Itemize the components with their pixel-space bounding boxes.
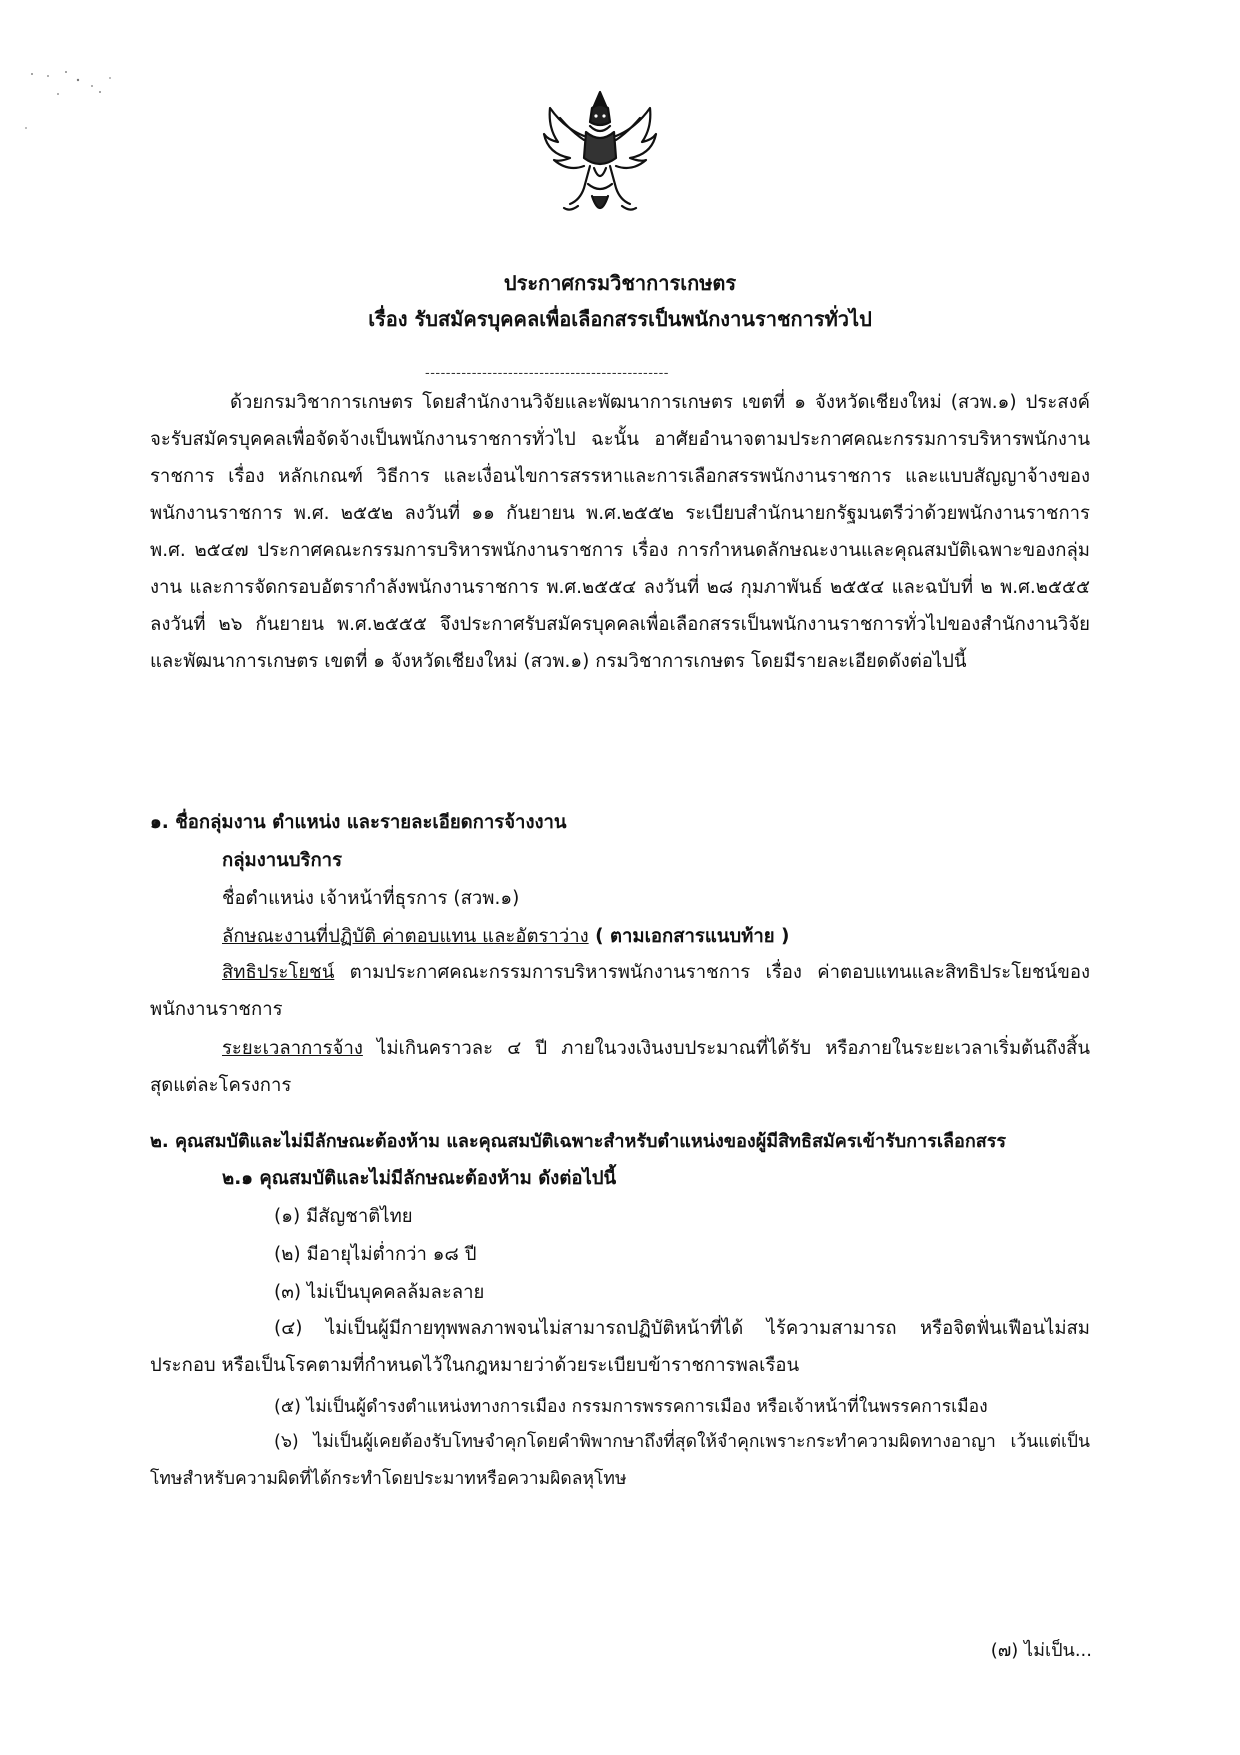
qualification-item: (๓) ไม่เป็นบุคคลล้มละลาย [274,1282,485,1303]
separator-line: ----------------------------------------------- [425,366,669,381]
benefits-label: สิทธิประโยชน์ [222,962,335,983]
benefits-text: ตามประกาศคณะกรรมการบริหารพนักงานราชการ เรื่อง ค่าตอบแทนและสิทธิประโยชน์ของพนักงานราชการ [150,962,1090,1020]
qualification-item: (๑) มีสัญชาติไทย [274,1206,413,1227]
section-1-heading: ๑. ชื่อกลุ่มงาน ตำแหน่ง และรายละเอียดการจ้างงาน [150,812,567,833]
benefits-paragraph [150,954,1090,1028]
section-2-1-heading: ๒.๑ คุณสมบัติและไม่มีลักษณะต้องห้าม ดังต่อไปนี้ [222,1168,617,1189]
duties-note: ( ตามเอกสารแนบท้าย ) [588,926,790,947]
qualification-item: (๖) ไม่เป็นผู้เคยต้องรับโทษจำคุกโดยคำพิพากษาถึงที่สุดให้จำคุกเพราะกระทำความผิดทางอาญา เว้นแต่เป็นโทษสำหรับความผิดที่ได้กระทำโดยประมาทหรือความผิดลหุโทษ [150,1432,1090,1489]
qualification-item: (๒) มีอายุไม่ต่ำกว่า ๑๘ ปี [274,1244,477,1265]
position-name: ชื่อตำแหน่ง เจ้าหน้าที่ธุรการ (สวพ.๑) [222,888,520,909]
section-2-heading: ๒. คุณสมบัติและไม่มีลักษณะต้องห้าม และคุณสมบัติเฉพาะสำหรับตำแหน่งของผู้มีสิทธิสมัครเข้ารับการเลือกสรร [150,1131,1007,1152]
duties-label: ลักษณะงานที่ปฏิบัติ ค่าตอบแทน และอัตราว่าง [222,926,589,947]
intro-paragraph: ด้วยกรมวิชาการเกษตร โดยสำนักงานวิจัยและพัฒนาการเกษตร เขตที่ ๑ จังหวัดเชียงใหม่ (สวพ.๑) ประสงค์จะรับสมัครบุคคลเพื่อจัดจ้างเป็นพนักงานราชการทั่วไป ฉะนั้น อาศัยอำนาจตามประกาศคณะกรรมการบริหารพนักงานราชการ เรื่อง หลักเกณฑ์ วิธีการ และเงื่อนไขการสรรหาและการเลือกสรรพนักงานราชการ และแบบสัญญาจ้างของพนักงานราชการ พ.ศ. ๒๕๕๒ ลงวันที่ ๑๑ กันยายน พ.ศ.๒๕๕๒ ระเบียบสำนักนายกรัฐมนตรีว่าด้วยพนักงานราชการ พ.ศ. ๒๕๔๗ ประกาศคณะกรรมการบริหารพนักงานราชการ เรื่อง การกำหนดลักษณะงานและคุณสมบัติเฉพาะของกลุ่มงาน และการจัดกรอบอัตรากำลังพนักงานราชการ พ.ศ.๒๕๕๔ ลงวันที่ ๒๘ กุมภาพันธ์ ๒๕๕๔ และฉบับที่ ๒ พ.ศ.๒๕๕๕ ลงวันที่ ๒๖ กันยายน พ.ศ.๒๕๕๕ จึงประกาศรับสมัครบุคคลเพื่อเลือกสรรเป็นพนักงานราชการทั่วไปของสำนักงานวิจัยและพัฒนาการเกษตร เขตที่ ๑ จังหวัดเชียงใหม่ (สวพ.๑) กรมวิชาการเกษตร โดยมีรายละเอียดดังต่อไปนี้ [150,392,1090,672]
title-line-1: ประกาศกรมวิชาการเกษตร [503,271,737,295]
term-label: ระยะเวลาการจ้าง [222,1038,363,1059]
title-line-2: เรื่อง รับสมัครบุคคลเพื่อเลือกสรรเป็นพนักงานราชการทั่วไป [368,307,872,331]
scan-specks [18,70,128,140]
term-text: ไม่เกินคราวละ ๔ ปี ภายในวงเงินงบประมาณที่ได้รับ หรือภายในระยะเวลาเริ่มต้นถึงสิ้นสุดแต่ละโครงการ [150,1038,1090,1096]
garuda-emblem [540,88,660,228]
qualification-item: (๔) ไม่เป็นผู้มีกายทุพพลภาพจนไม่สามารถปฏิบัติหน้าที่ได้ ไร้ความสามารถ หรือจิตฟั่นเฟือนไม่สมประกอบ หรือเป็นโรคตามที่กำหนดไว้ในกฎหมายว่าด้วยระเบียบข้าราชการพลเรือน [150,1318,1090,1376]
term-paragraph [150,1030,1090,1104]
continuation-note: (๗) ไม่เป็น... [990,1640,1092,1661]
duties-line [222,922,789,951]
qualification-item: (๕) ไม่เป็นผู้ดำรงตำแหน่งทางการเมือง กรรมการพรรคการเมือง หรือเจ้าหน้าที่ในพรรคการเมือง [274,1397,988,1417]
service-group-label: กลุ่มงานบริการ [222,850,343,871]
